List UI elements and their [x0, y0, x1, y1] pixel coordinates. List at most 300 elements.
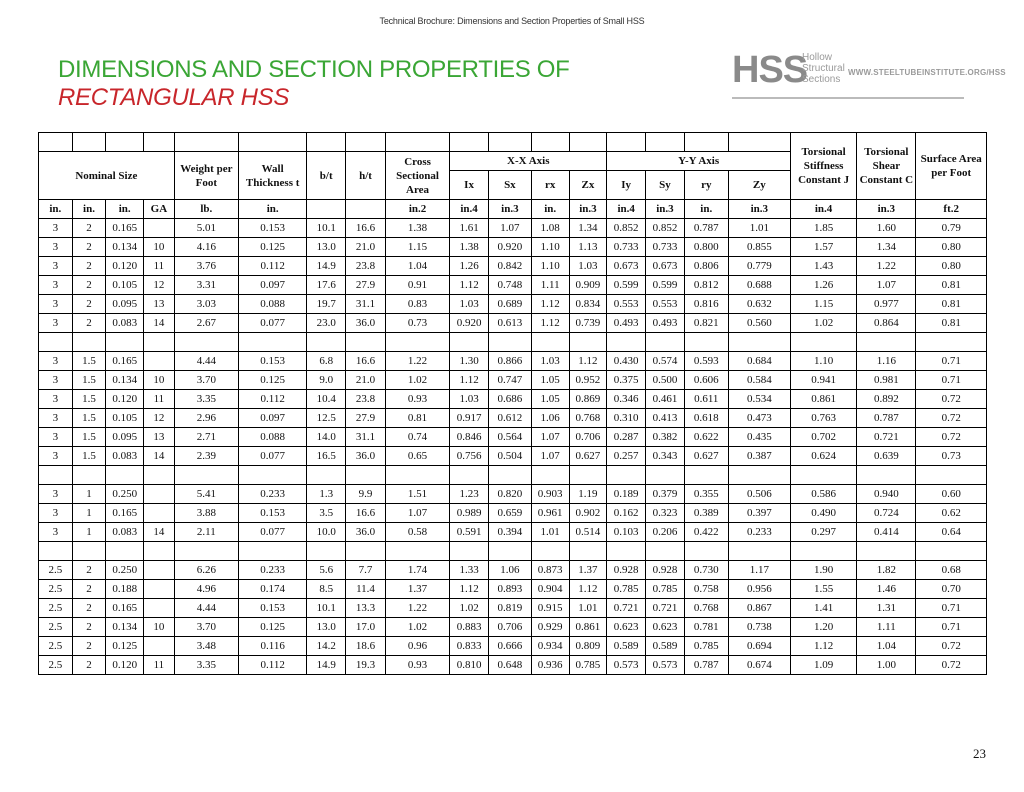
table-cell — [385, 542, 449, 561]
table-cell: 0.706 — [569, 428, 607, 447]
table-cell: 0.165 — [106, 352, 144, 371]
table-cell: 1.00 — [857, 656, 916, 675]
table-row — [39, 352, 987, 371]
table-cell: 0.81 — [916, 314, 987, 333]
header-blank — [646, 133, 685, 152]
table-cell — [385, 333, 449, 352]
table-cell: 0.758 — [684, 580, 728, 599]
table-cell: 3.35 — [174, 656, 238, 675]
table-row — [39, 447, 987, 466]
table-cell: 1.51 — [385, 485, 449, 504]
table-cell — [607, 466, 646, 485]
table-cell: 5.41 — [174, 485, 238, 504]
table-cell: 1.30 — [450, 352, 489, 371]
table-cell: 1.05 — [531, 390, 569, 409]
table-cell: 0.920 — [488, 238, 531, 257]
table-cell: 0.706 — [488, 618, 531, 637]
table-cell: 0.165 — [106, 599, 144, 618]
table-cell: 3.70 — [174, 371, 238, 390]
logo-sub-structural: Structural — [802, 63, 845, 74]
table-cell: 5.6 — [307, 561, 346, 580]
table-cell — [346, 466, 386, 485]
table-cell: 3 — [39, 485, 73, 504]
table-cell: 21.0 — [346, 238, 386, 257]
table-cell: 0.097 — [238, 276, 306, 295]
table-cell: 0.323 — [646, 504, 685, 523]
table-cell — [238, 542, 306, 561]
table-row — [39, 295, 987, 314]
table-cell: 1.03 — [450, 390, 489, 409]
table-cell: in. — [72, 200, 106, 219]
table-cell: 0.71 — [916, 599, 987, 618]
table-cell: 1.12 — [450, 580, 489, 599]
header-wall-thickness: Wall Thickness t — [238, 152, 306, 200]
table-cell: 0.861 — [790, 390, 856, 409]
table-cell: 0.952 — [569, 371, 607, 390]
table-cell: 0.414 — [857, 523, 916, 542]
logo-sub-hollow: Hollow — [802, 52, 833, 63]
table-cell: 14.0 — [307, 428, 346, 447]
table-cell: 3 — [39, 447, 73, 466]
table-cell: 0.624 — [790, 447, 856, 466]
table-cell: 0.64 — [916, 523, 987, 542]
table-cell: 0.956 — [728, 580, 790, 599]
header-blank — [39, 133, 73, 152]
table-cell: 0.816 — [684, 295, 728, 314]
table-cell: 0.611 — [684, 390, 728, 409]
table-cell: 1.37 — [385, 580, 449, 599]
table-cell: 13.0 — [307, 618, 346, 637]
table-cell: 0.125 — [238, 371, 306, 390]
header-bt: b/t — [307, 152, 346, 200]
table-cell: 11.4 — [346, 580, 386, 599]
table-cell: 0.233 — [238, 485, 306, 504]
table-cell: 0.153 — [238, 599, 306, 618]
table-cell: 23.8 — [346, 257, 386, 276]
table-cell: 1.38 — [450, 238, 489, 257]
table-cell: 0.623 — [607, 618, 646, 637]
table-cell: 0.514 — [569, 523, 607, 542]
table-cell: 8.5 — [307, 580, 346, 599]
table-cell: 0.852 — [607, 219, 646, 238]
table-cell: 0.389 — [684, 504, 728, 523]
table-cell: 0.71 — [916, 371, 987, 390]
table-cell — [106, 466, 144, 485]
table-cell — [488, 333, 531, 352]
table-cell: 2.5 — [39, 618, 73, 637]
table-cell: 6.26 — [174, 561, 238, 580]
table-cell: 1.01 — [531, 523, 569, 542]
table-cell: 0.077 — [238, 523, 306, 542]
table-cell: 2.5 — [39, 599, 73, 618]
table-cell — [238, 333, 306, 352]
table-cell: 0.250 — [106, 485, 144, 504]
table-cell: 0.461 — [646, 390, 685, 409]
logo-divider — [732, 97, 964, 99]
table-cell: 0.593 — [684, 352, 728, 371]
table-cell: in. — [684, 200, 728, 219]
header-torsional-j: Torsional Stiffness Constant J — [790, 133, 856, 200]
table-cell: 0.077 — [238, 314, 306, 333]
table-cell: 2 — [72, 637, 106, 656]
table-cell: 0.768 — [684, 599, 728, 618]
table-cell — [916, 466, 987, 485]
table-cell: 3.70 — [174, 618, 238, 637]
table-cell: 23.8 — [346, 390, 386, 409]
table-cell: 3 — [39, 238, 73, 257]
table-cell: 1.12 — [569, 352, 607, 371]
table-cell: 1.15 — [790, 295, 856, 314]
table-cell — [144, 485, 175, 504]
table-cell: 0.981 — [857, 371, 916, 390]
table-cell: 2.67 — [174, 314, 238, 333]
table-cell: 1.34 — [857, 238, 916, 257]
table-cell: 0.564 — [488, 428, 531, 447]
table-cell: in. — [531, 200, 569, 219]
table-cell — [144, 637, 175, 656]
table-cell: 14 — [144, 523, 175, 542]
table-cell: 0.73 — [916, 447, 987, 466]
table-cell: 0.768 — [569, 409, 607, 428]
header-note: Technical Brochure: Dimensions and Section Properties of Small HSS — [379, 16, 645, 26]
table-cell: 0.435 — [728, 428, 790, 447]
table-cell: 0.940 — [857, 485, 916, 504]
table-cell: 2 — [72, 314, 106, 333]
table-cell — [144, 333, 175, 352]
table-cell: 1.02 — [385, 618, 449, 637]
table-cell: 0.105 — [106, 409, 144, 428]
table-cell: 0.71 — [916, 352, 987, 371]
table-cell: 0.821 — [684, 314, 728, 333]
header-zy: Zy — [728, 171, 790, 200]
table-cell: 3.76 — [174, 257, 238, 276]
table-cell: 0.989 — [450, 504, 489, 523]
table-cell: 12 — [144, 276, 175, 295]
table-cell: 23.0 — [307, 314, 346, 333]
table-cell: 0.674 — [728, 656, 790, 675]
table-cell: 0.79 — [916, 219, 987, 238]
table-cell — [728, 542, 790, 561]
table-cell: 0.632 — [728, 295, 790, 314]
table-row — [39, 409, 987, 428]
table-cell: 0.174 — [238, 580, 306, 599]
table-cell: 18.6 — [346, 637, 386, 656]
table-cell: 0.083 — [106, 447, 144, 466]
table-cell: 31.1 — [346, 428, 386, 447]
table-cell: in. — [106, 200, 144, 219]
table-cell: 0.105 — [106, 276, 144, 295]
table-cell: 1.06 — [488, 561, 531, 580]
table-cell: 0.80 — [916, 238, 987, 257]
table-cell: 1.5 — [72, 447, 106, 466]
table-cell: 0.573 — [607, 656, 646, 675]
table-cell: 2 — [72, 219, 106, 238]
header-blank — [728, 133, 790, 152]
table-cell: 10.1 — [307, 219, 346, 238]
header-blank — [106, 133, 144, 152]
table-cell: 0.153 — [238, 504, 306, 523]
table-cell: 0.93 — [385, 390, 449, 409]
table-cell: 0.257 — [607, 447, 646, 466]
table-cell: 0.382 — [646, 428, 685, 447]
table-cell: 1.41 — [790, 599, 856, 618]
logo-subtitle — [802, 52, 845, 85]
table-cell — [307, 333, 346, 352]
table-cell: 0.589 — [646, 637, 685, 656]
table-cell: 1.22 — [857, 257, 916, 276]
table-cell: 0.748 — [488, 276, 531, 295]
table-cell: 0.70 — [916, 580, 987, 599]
table-cell: 3 — [39, 390, 73, 409]
table-cell: 0.493 — [607, 314, 646, 333]
table-cell: 1.22 — [385, 599, 449, 618]
table-cell: 0.820 — [488, 485, 531, 504]
table-cell: 0.606 — [684, 371, 728, 390]
table-cell: in.3 — [728, 200, 790, 219]
table-cell: 0.083 — [106, 523, 144, 542]
table-cell: 0.747 — [488, 371, 531, 390]
table-cell: 0.504 — [488, 447, 531, 466]
table-cell: 1.11 — [857, 618, 916, 637]
table-cell: 0.855 — [728, 238, 790, 257]
table-cell: 1.13 — [569, 238, 607, 257]
table-cell — [728, 466, 790, 485]
table-cell: 21.0 — [346, 371, 386, 390]
table-cell — [174, 333, 238, 352]
table-cell: 0.591 — [450, 523, 489, 542]
table-cell: 2 — [72, 238, 106, 257]
table-cell: in.3 — [488, 200, 531, 219]
table-cell: 0.500 — [646, 371, 685, 390]
table-cell — [531, 542, 569, 561]
table-cell — [72, 466, 106, 485]
table-cell: 0.112 — [238, 257, 306, 276]
table-cell: 2 — [72, 561, 106, 580]
table-cell: 1.17 — [728, 561, 790, 580]
table-cell: 0.763 — [790, 409, 856, 428]
header-xx-axis: X-X Axis — [450, 152, 607, 171]
table-row — [39, 561, 987, 580]
table-cell: 0.864 — [857, 314, 916, 333]
table-cell: 0.613 — [488, 314, 531, 333]
table-cell: 0.81 — [385, 409, 449, 428]
table-cell: 10 — [144, 618, 175, 637]
table-cell: 1.55 — [790, 580, 856, 599]
table-cell — [569, 333, 607, 352]
table-cell: 9.0 — [307, 371, 346, 390]
table-cell: 2 — [72, 295, 106, 314]
table-cell — [307, 542, 346, 561]
table-cell: 3 — [39, 428, 73, 447]
table-cell: 1.03 — [569, 257, 607, 276]
table-cell: 1.57 — [790, 238, 856, 257]
table-cell: in. — [39, 200, 73, 219]
table-cell: 3 — [39, 295, 73, 314]
table-cell: 0.72 — [916, 656, 987, 675]
table-cell: 7.7 — [346, 561, 386, 580]
table-cell: in. — [238, 200, 306, 219]
table-cell — [144, 352, 175, 371]
table-cell — [531, 333, 569, 352]
units-row — [39, 200, 987, 219]
table-cell — [144, 466, 175, 485]
table-cell: 0.506 — [728, 485, 790, 504]
table-cell: 0.721 — [857, 428, 916, 447]
table-cell: 0.297 — [790, 523, 856, 542]
table-cell: 3 — [39, 504, 73, 523]
table-cell: 2.5 — [39, 561, 73, 580]
table-cell: 3 — [39, 276, 73, 295]
table-cell: 0.702 — [790, 428, 856, 447]
table-cell: 3 — [39, 219, 73, 238]
header-blank — [174, 133, 238, 152]
table-cell: 0.93 — [385, 656, 449, 675]
header-surface-area: Surface Area per Foot — [916, 133, 987, 200]
table-cell: 1.22 — [385, 352, 449, 371]
table-row — [39, 618, 987, 637]
table-cell — [307, 466, 346, 485]
table-cell: 3 — [39, 257, 73, 276]
table-cell: 0.165 — [106, 504, 144, 523]
table-cell: 4.44 — [174, 352, 238, 371]
table-cell: 0.125 — [238, 618, 306, 637]
table-cell: 0.387 — [728, 447, 790, 466]
table-cell: 0.153 — [238, 219, 306, 238]
header-sy: Sy — [646, 171, 685, 200]
table-row — [39, 504, 987, 523]
table-cell: 1.19 — [569, 485, 607, 504]
table-cell — [916, 542, 987, 561]
table-cell: 0.493 — [646, 314, 685, 333]
table-cell: 2.96 — [174, 409, 238, 428]
table-cell: 0.233 — [728, 523, 790, 542]
table-cell — [72, 542, 106, 561]
table-cell: 0.739 — [569, 314, 607, 333]
table-cell: 0.779 — [728, 257, 790, 276]
table-cell — [450, 542, 489, 561]
table-cell: 0.684 — [728, 352, 790, 371]
table-cell — [385, 466, 449, 485]
table-cell: 1.82 — [857, 561, 916, 580]
table-cell: 14.2 — [307, 637, 346, 656]
table-cell: 1.07 — [531, 428, 569, 447]
table-cell: 1.04 — [857, 637, 916, 656]
table-cell: 0.928 — [607, 561, 646, 580]
table-cell: 3.48 — [174, 637, 238, 656]
table-cell: 1.04 — [385, 257, 449, 276]
table-cell: 0.756 — [450, 447, 489, 466]
table-cell — [488, 466, 531, 485]
table-cell: 0.941 — [790, 371, 856, 390]
table-cell: 2 — [72, 618, 106, 637]
table-cell: 0.785 — [684, 637, 728, 656]
table-cell: 0.920 — [450, 314, 489, 333]
table-cell — [607, 542, 646, 561]
table-row — [39, 428, 987, 447]
table-cell: 0.873 — [531, 561, 569, 580]
table-cell: 5.01 — [174, 219, 238, 238]
table-cell: 17.0 — [346, 618, 386, 637]
page-title-line1: DIMENSIONS AND SECTION PROPERTIES OF — [58, 56, 570, 83]
table-cell: 1.16 — [857, 352, 916, 371]
table-cell — [790, 333, 856, 352]
table-cell: 0.112 — [238, 656, 306, 675]
table-cell: in.4 — [790, 200, 856, 219]
table-cell — [857, 466, 916, 485]
table-cell: 9.9 — [346, 485, 386, 504]
table-cell: 0.781 — [684, 618, 728, 637]
table-cell: 0.627 — [684, 447, 728, 466]
table-cell: 0.206 — [646, 523, 685, 542]
table-row — [39, 371, 987, 390]
table-cell — [450, 333, 489, 352]
table-cell — [916, 333, 987, 352]
table-cell: 0.917 — [450, 409, 489, 428]
table-cell: 3.88 — [174, 504, 238, 523]
table-cell: 0.310 — [607, 409, 646, 428]
table-cell: 0.81 — [916, 276, 987, 295]
table-cell — [607, 333, 646, 352]
table-cell: 1.31 — [857, 599, 916, 618]
table-cell: 1.10 — [790, 352, 856, 371]
table-cell: 2.5 — [39, 637, 73, 656]
table-row — [39, 580, 987, 599]
table-cell: 0.189 — [607, 485, 646, 504]
table-cell: 1.02 — [790, 314, 856, 333]
table-cell: 1.08 — [531, 219, 569, 238]
table-cell — [39, 333, 73, 352]
table-cell: 0.91 — [385, 276, 449, 295]
table-cell: 1.5 — [72, 352, 106, 371]
table-cell: 0.162 — [607, 504, 646, 523]
table-cell: 0.934 — [531, 637, 569, 656]
table-cell: 2 — [72, 599, 106, 618]
table-cell: 14 — [144, 314, 175, 333]
table-cell: 0.599 — [646, 276, 685, 295]
table-cell — [238, 466, 306, 485]
header-blank — [569, 133, 607, 152]
table-cell: 2.39 — [174, 447, 238, 466]
table-cell: 1.90 — [790, 561, 856, 580]
table-cell: 0.936 — [531, 656, 569, 675]
table-cell — [106, 333, 144, 352]
table-cell: 0.834 — [569, 295, 607, 314]
table-cell: 1.37 — [569, 561, 607, 580]
table-cell: 4.44 — [174, 599, 238, 618]
table-cell: 0.097 — [238, 409, 306, 428]
header-blank — [488, 133, 531, 152]
page-title-line2: RECTANGULAR HSS — [58, 84, 290, 111]
table-cell: 1 — [72, 504, 106, 523]
header-blank — [385, 133, 449, 152]
table-cell — [728, 333, 790, 352]
table-cell: 0.534 — [728, 390, 790, 409]
header-yy-axis: Y-Y Axis — [607, 152, 791, 171]
header-torsional-c: Torsional Shear Constant C — [857, 133, 916, 200]
table-cell: 19.7 — [307, 295, 346, 314]
table-cell: 0.73 — [385, 314, 449, 333]
table-cell — [857, 333, 916, 352]
table-cell: 0.724 — [857, 504, 916, 523]
table-cell — [684, 333, 728, 352]
table-cell: GA — [144, 200, 175, 219]
table-cell: 2 — [72, 276, 106, 295]
table-cell — [684, 466, 728, 485]
table-cell: 3.31 — [174, 276, 238, 295]
section-properties-table — [38, 132, 987, 675]
table-cell: 1.74 — [385, 561, 449, 580]
table-cell: 0.58 — [385, 523, 449, 542]
